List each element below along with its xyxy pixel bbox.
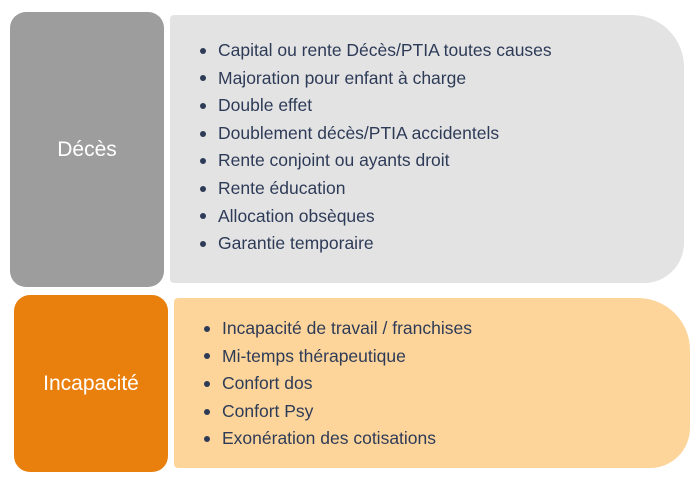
deces-coverage-list [200, 37, 552, 258]
list-item: Incapacité de travail / franchises [204, 315, 472, 343]
list-item: Allocation obsèques [200, 203, 552, 231]
list-item: Mi-temps thérapeutique [204, 343, 472, 371]
incapacite-category-label [14, 295, 168, 472]
list-item: Double effet [200, 92, 552, 120]
list-item: Majoration pour enfant à charge [200, 65, 552, 93]
incapacite-category-text: Incapacité [43, 371, 139, 395]
list-item: Rente éducation [200, 175, 552, 203]
incapacite-coverage-list [204, 315, 472, 453]
list-item: Exonération des cotisations [204, 425, 472, 453]
list-item: Confort Psy [204, 398, 472, 426]
list-item: Rente conjoint ou ayants droit [200, 147, 552, 175]
deces-category-text: Décès [57, 137, 117, 161]
list-item: Doublement décès/PTIA accidentels [200, 120, 552, 148]
list-item: Confort dos [204, 370, 472, 398]
deces-category-label [10, 12, 164, 287]
list-item: Capital ou rente Décès/PTIA toutes causes [200, 37, 552, 65]
list-item: Garantie temporaire [200, 230, 552, 258]
